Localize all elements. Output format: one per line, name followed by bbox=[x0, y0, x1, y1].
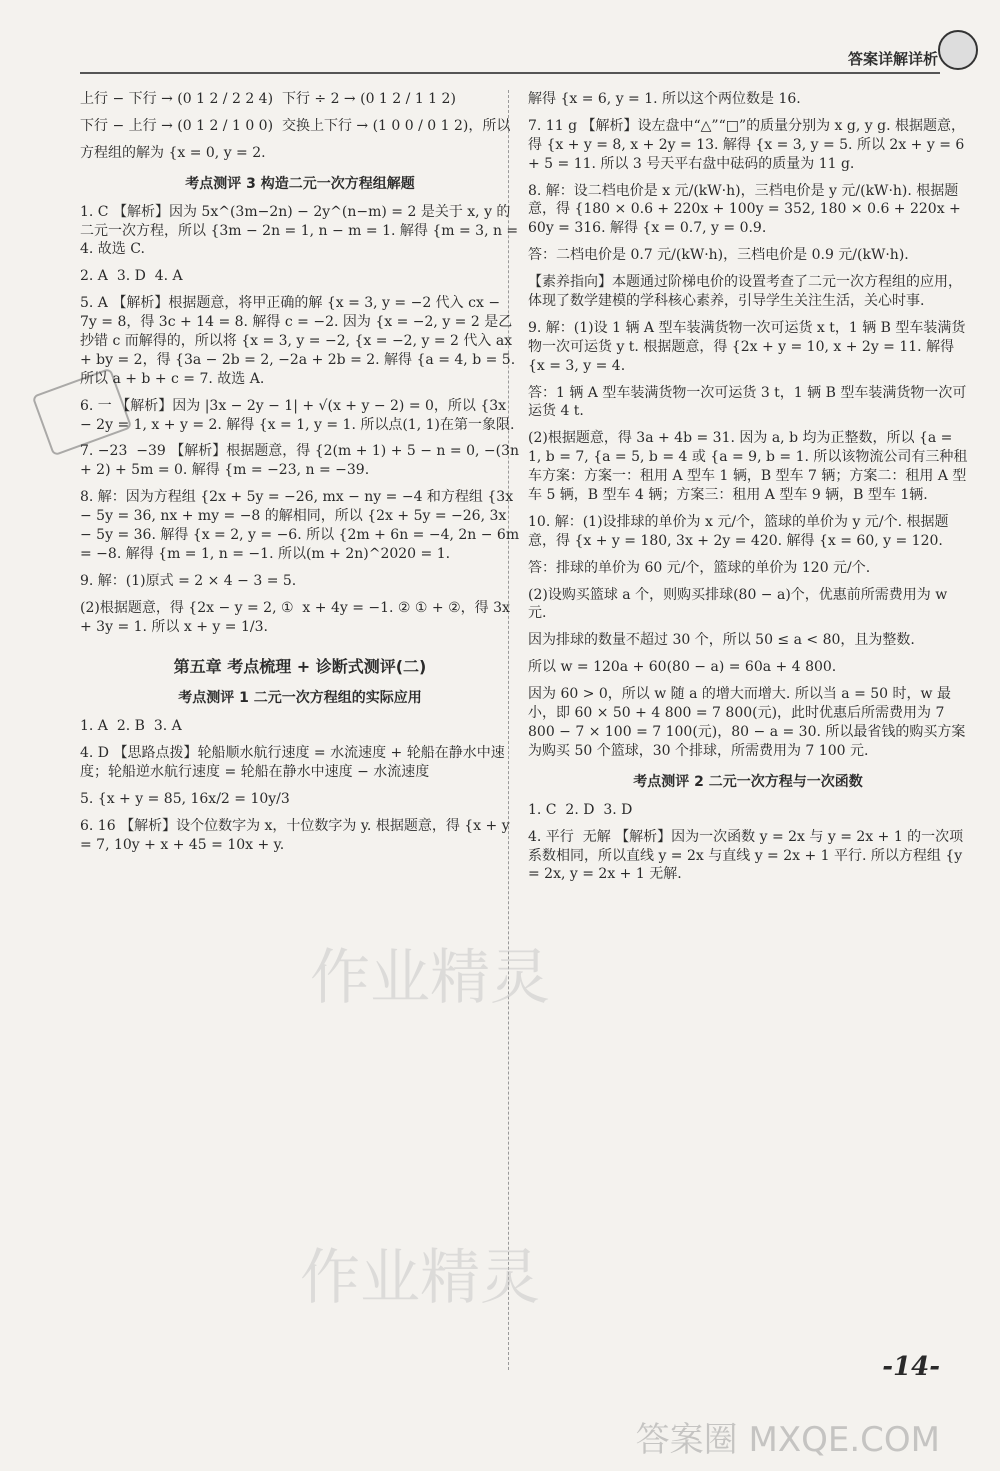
text-line: 9. 解：(1)设 1 辆 A 型车装满货物一次可运货 x t，1 辆 B 型车装满货物一次可运货 y t. 根据题意，得 {2x + y = 10, x + 2y = 11. 解得 {x = 3, y = 4. bbox=[528, 319, 966, 374]
text-line: 1. A 2. B 3. A bbox=[80, 718, 182, 735]
text-line: 解得 {x = 6, y = 1. 所以这个两位数是 16. bbox=[528, 91, 801, 107]
header-title: 答案详解详析 bbox=[847, 50, 938, 68]
text-line: (2)根据题意，得 {2x − y = 2, ① x + 4y = −1. ② ① + ②，得 3x + 3y = 1. 所以 x + y = 1/3. bbox=[80, 599, 515, 635]
text-line: 5. A 【解析】根据题意，将甲正确的解 {x = 3, y = −2 代入 cx − 7y = 8，得 3c + 14 = 8. 解得 c = −2. 因为 {x = −2, y = 2 是乙抄错 c 而解得的，所以将 {x = 3, y = −2, {x = −2, y = 2 代入 ax + by = 2，得 {3a − 2b = 2, −2a + 2b = 2. 解得 {a = 4, b = 5. 所以 a + b + c = 7. 故选 A. bbox=[80, 295, 520, 387]
text-line: 8. 解：因为方程组 {2x + 5y = −26, mx − ny = −4 和方程组 {3x − 5y = 36, nx + my = −8 的解相同，所以 {2x + 5y = −26, 3x − 5y = 36. 解得 {x = 2, y = −6. 所以 {2m + 6n = −4, 2n − 6m = −8. 解得 {m = 1, n = −1. 所以(m + 2n)^2020 = 1. bbox=[80, 489, 524, 562]
text-line: 1. C 2. D 3. D bbox=[528, 801, 633, 818]
text-line: 9. 解：(1)原式 = 2 × 4 − 3 = 5. bbox=[80, 572, 297, 589]
chapter-title: 第五章 考点梳理 + 诊断式测评(二) bbox=[173, 657, 427, 677]
watermark-text: 作业精灵 bbox=[300, 1243, 540, 1313]
right-column bbox=[528, 90, 968, 892]
text-line: 4. D 【思路点拨】轮船顺水航行速度 = 水流速度 + 轮船在静水中速度；轮船逆水航行速度 = 轮船在静水中速度 − 水流速度 bbox=[80, 745, 505, 781]
logo-icon bbox=[938, 30, 978, 70]
text-line: 因为 60 > 0，所以 w 随 a 的增大而增大. 所以当 a = 50 时，w 最小，即 60 × 50 + 4 800 = 7 800(元)，此时优惠后所需费用为 7 800 − 7 × 100 = 7 100(元)，80 − a = 30. 所以最省钱的购买方案为购买 50 个篮球，30 个排球，所需费用为 7 100 元. bbox=[528, 686, 966, 759]
section-title: 考点测评 1 二元一次方程组的实际应用 bbox=[178, 690, 422, 707]
text-line: (2)设购买篮球 a 个，则购买排球(80 − a)个，优惠前所需费用为 w 元. bbox=[528, 586, 952, 622]
footer-watermark: 答案圈 MXQE.COM bbox=[635, 1420, 940, 1460]
header-rule bbox=[80, 72, 940, 74]
text-line: 方程组的解为 {x = 0, y = 2. bbox=[80, 144, 266, 161]
text-line: 所以 w = 120a + 60(80 − a) = 60a + 4 800. bbox=[528, 659, 837, 676]
text-line: (2)根据题意，得 3a + 4b = 31. 因为 a, b 均为正整数，所以 {a = 1, b = 7, {a = 5, b = 4 或 {a = 9, b = 1. 所以该物流公司有三种租车方案：方案一：租用 A 型车 1 辆，B 型车 7 辆；方案二：租用 A 型车 5 辆，B 型车 4 辆；方案三：租用 A 型车 9 辆，B 型车 1辆. bbox=[528, 430, 968, 504]
section-title: 考点测评 2 二元一次方程与一次函数 bbox=[633, 773, 863, 790]
text-line: 答：二档电价是 0.7 元/(kW·h)，三档电价是 0.9 元/(kW·h). bbox=[528, 247, 909, 264]
text-line: 答：1 辆 A 型车装满货物一次可运货 3 t，1 辆 B 型车装满货物一次可运货 4 t. bbox=[528, 384, 967, 420]
text-line: 10. 解：(1)设排球的单价为 x 元/个，篮球的单价为 y 元/个. 根据题意，得 {x + y = 180, 3x + 2y = 420. 解得 {x = 60, y = 120. bbox=[528, 513, 949, 549]
text-line: 【素养指向】本题通过阶梯电价的设置考查了二元一次方程组的应用，体现了数学建模的学科核心素养，引导学生关注生活，关心时事. bbox=[528, 274, 962, 310]
page-number: -14- bbox=[882, 1352, 940, 1382]
text-line: 5. {x + y = 85, 16x/2 = 10y/3 bbox=[80, 791, 290, 808]
text-line: 答：排球的单价为 60 元/个，篮球的单价为 120 元/个. bbox=[528, 559, 871, 576]
text-line: 8. 解：设二档电价是 x 元/(kW·h)，三档电价是 y 元/(kW·h). 根据题意，得 {180 × 0.6 + 220x + 100y = 352, 180 × 0.6 + 220x + 60y = 316. 解得 {x = 0.7, y = 0.9. bbox=[528, 182, 966, 237]
text-line: 7. 11 g 【解析】设左盘中“△”“□”的质量分别为 x g, y g. 根据题意，得 {x + y = 8, x + 2y = 13. 解得 {x = 3, y = 5. 所以 2x + y = 6 + 5 = 11. 所以 3 号天平右盘中砝码的质量为 11 g. bbox=[528, 117, 969, 172]
text-line: 6. 一 【解析】因为 |3x − 2y − 1| + √(x + y − 2) = 0，所以 {3x − 2y = 1, x + y = 2. 解得 {x = 1, y = 1. 所以点(1, 1)在第一象限. bbox=[80, 397, 515, 433]
section-title: 考点测评 3 构造二元一次方程组解题 bbox=[185, 175, 415, 192]
left-column bbox=[80, 90, 524, 863]
text-line: 因为排球的数量不超过 30 个，所以 50 ≤ a < 80，且为整数. bbox=[528, 632, 915, 649]
text-line: 7. −23 −39 【解析】根据题意，得 {2(m + 1) + 5 − n = 0, −(3n + 2) + 5m = 0. 解得 {m = −23, n = −39. bbox=[80, 443, 524, 479]
text-line: 下行 − 上行 → (0 1 2 / 1 0 0) 交换上下行 → (1 0 0 / 0 1 2)，所以 bbox=[80, 117, 511, 134]
page-header bbox=[0, 0, 1000, 80]
watermark-text: 作业精灵 bbox=[310, 943, 550, 1013]
text-line: 6. 16 【解析】设个位数字为 x，十位数字为 y. 根据题意，得 {x + y = 7, 10y + x + 45 = 10x + y. bbox=[80, 818, 515, 853]
text-line: 1. C 【解析】因为 5x^(3m−2n) − 2y^(n−m) = 2 是关于 x, y 的二元一次方程，所以 {3m − 2n = 1, n − m = 1. 解得 {m = 3, n = 4. 故选 C. bbox=[80, 203, 523, 258]
text-line: 4. 平行 无解 【解析】因为一次函数 y = 2x 与 y = 2x + 1 的一次项系数相同，所以直线 y = 2x 与直线 y = 2x + 1 平行. 所以方程组 {y = 2x, y = 2x + 1 无解. bbox=[528, 828, 967, 883]
text-line: 上行 − 下行 → (0 1 2 / 2 2 4) 下行 ÷ 2 → (0 1 2 / 1 1 2) bbox=[80, 91, 456, 107]
text-line: 2. A 3. D 4. A bbox=[80, 268, 183, 285]
